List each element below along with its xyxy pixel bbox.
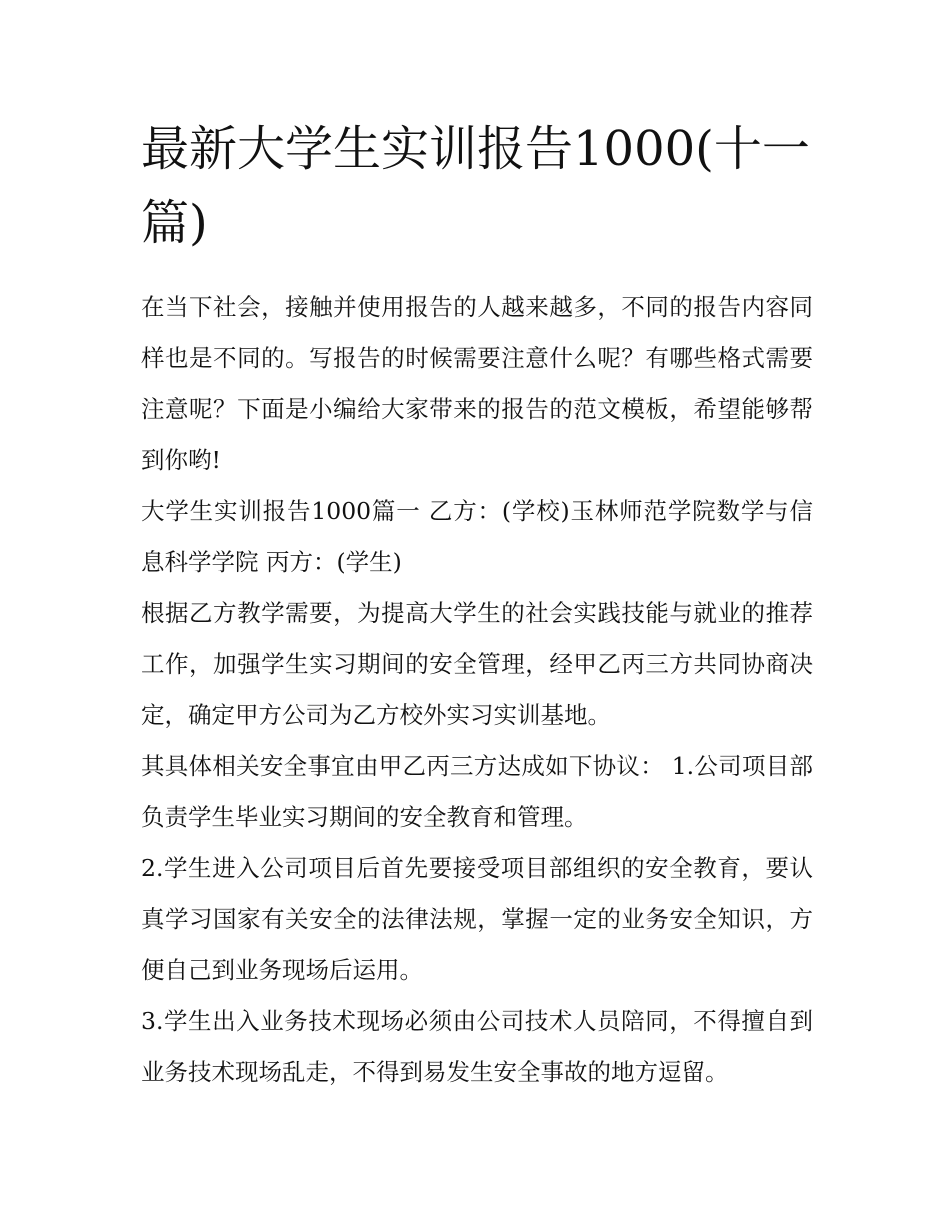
document-content — [141, 112, 813, 1098]
paragraph-purpose: 根据乙方教学需要，为提高大学生的社会实践技能与就业的推荐工作，加强学生实习期间的安全管理，经甲乙丙三方共同协商决定，确定甲方公司为乙方校外实习实训基地。 — [141, 599, 813, 729]
document-body — [141, 282, 813, 1098]
paragraph-intro: 在当下社会，接触并使用报告的人越来越多，不同的报告内容同样也是不同的。写报告的时候需要注意什么呢？有哪些格式需要注意呢？下面是小编给大家带来的报告的范文模板，希望能够帮到你哟! — [141, 293, 813, 474]
paragraph-agreement-item-3: 3.学生出入业务技术现场必须由公司技术人员陪同，不得擅自到业务技术现场乱走，不得到易发生安全事故的地方逗留。 — [141, 1007, 813, 1086]
document-title: 最新大学生实训报告1000(十一篇) — [141, 121, 810, 251]
paragraph-agreement-item-2: 2.学生进入公司项目后首先要接受项目部组织的安全教育，要认真学习国家有关安全的法律法规，掌握一定的业务安全知识，方便自己到业务现场后运用。 — [141, 854, 813, 984]
paragraph-agreement-item-1: 其具体相关安全事宜由甲乙丙三方达成如下协议： 1.公司项目部负责学生毕业实习期间的安全教育和管理。 — [141, 752, 813, 831]
paragraph-parties: 大学生实训报告1000篇一 乙方：(学校)玉林师范学院数学与信息科学学院 丙方：(学生) — [141, 497, 813, 576]
